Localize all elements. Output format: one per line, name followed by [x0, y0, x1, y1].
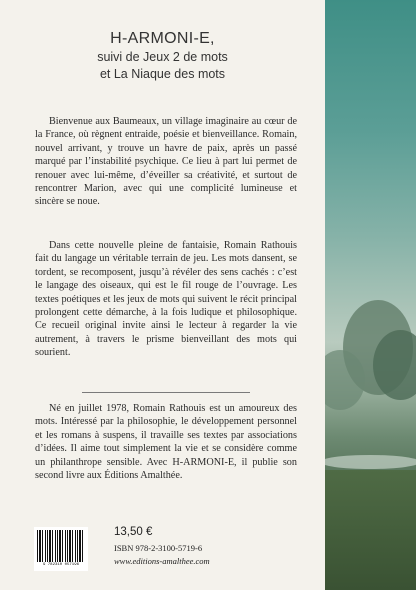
- barcode-bars: [37, 530, 85, 562]
- meadow: [325, 470, 416, 590]
- synopsis-paragraph: Bienvenue aux Baumeaux, un village imaginaire au cœur de la France, où règnent entraide, poésie et bienveillance. Romain, nouvel arrivant, y trouve un havre de paix, après un passé marqué par l’instabilité psychique. Ce lieu à part lui permet de renouer avec lui-même, d’éveiller sa créativité, et surtout de rencontrer Marion, avec qui une complicité lumineuse et sincère se noue.: [35, 116, 297, 208]
- publisher-website: www.editions-amalthee.com: [114, 556, 210, 566]
- price: 13,50 €: [114, 526, 153, 538]
- author-bio-paragraph: Né en juillet 1978, Romain Rathouis est un amoureux des mots. Intéressé par la philosophie, le développement personnel et les romans à suspens, il travaille ses textes par associations d’idées. Il aime tout simplement la vie et se considère comme un philanthrope sensible. Avec H-ARMONI-E, il publie son second livre aux Éditions Amalthée.: [35, 403, 297, 482]
- cover-illustration-strip: [325, 0, 416, 590]
- subtitle-line-2: et La Niaque des mots: [99, 67, 226, 81]
- subtitle-line-1: suivi de Jeux 2 de mots: [97, 50, 228, 64]
- barcode-digits: 9 782310 057196: [42, 563, 79, 567]
- isbn: ISBN 978-2-3100-5719-6: [114, 543, 203, 553]
- description-paragraph: Dans cette nouvelle pleine de fantaisie, Romain Rathouis fait du langage un véritable terrain de jeu. Les mots dansent, se tordent, se recomposent, jusqu’à révéler des sens cachés : c’est le langage des oiseaux, qui est le fil rouge de l’ouvrage. Les textes poétiques et les jeux de mots qui suivent le récit principal prolongent cette démarche, à la fois ludique et philosophique. Ce recueil original invite ainsi le lecteur à regarder la vie autrement, à travers le prisme bienveillant des mots qui sourient.: [35, 240, 297, 359]
- book-title: H-ARMONI-E,: [110, 30, 215, 47]
- pond: [325, 455, 416, 469]
- section-divider: [82, 392, 250, 393]
- barcode: [34, 527, 88, 571]
